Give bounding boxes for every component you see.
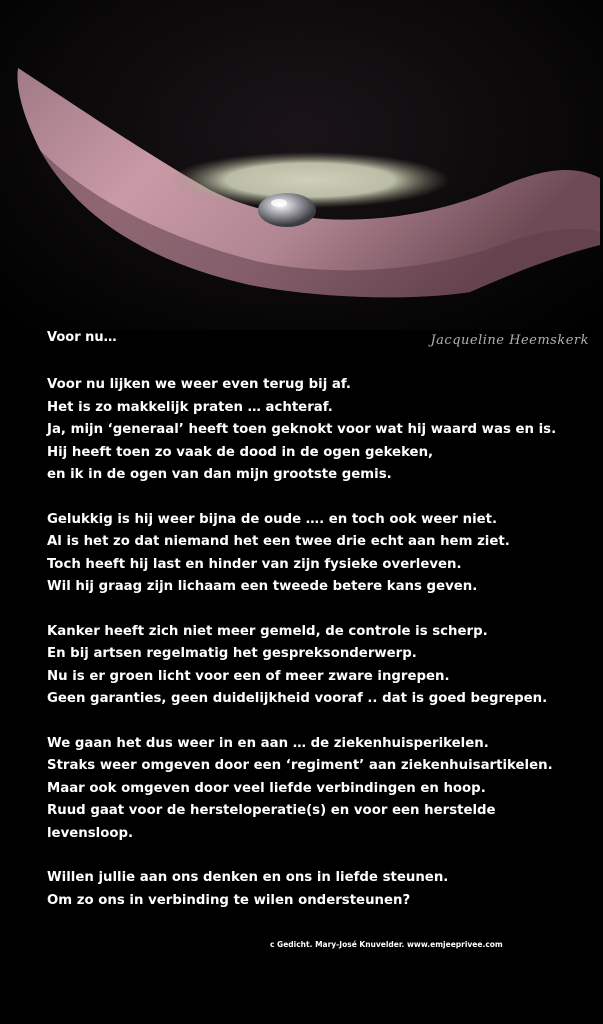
photographer-signature: Jacqueline Heemskerk bbox=[430, 333, 589, 348]
poem-line: Kanker heeft zich niet meer gemeld, de controle is scherp. bbox=[47, 623, 488, 639]
rose-petal-photo bbox=[0, 0, 603, 330]
poem-line: Maar ook omgeven door veel liefde verbindingen en hoop. bbox=[47, 780, 486, 796]
poem-line: Al is het zo dat niemand het een twee drie echt aan hem ziet. bbox=[47, 534, 510, 549]
poem-line: En bij artsen regelmatig het gespreksonderwerp. bbox=[47, 646, 417, 661]
poem-line: Ja, mijn ‘generaal’ heeft toen geknokt voor wat hij waard was en is. bbox=[47, 422, 557, 437]
poem-line: Om zo ons in verbinding te wilen ondersteunen? bbox=[47, 892, 411, 908]
poem-line: Ruud gaat voor de hersteloperatie(s) en voor een herstelde bbox=[47, 803, 496, 818]
stanza-2 bbox=[47, 509, 592, 599]
poem-line: Wil hij graag zijn lichaam een tweede betere kans geven. bbox=[47, 579, 478, 594]
poem-line: en ik in de ogen van dan mijn grootste gemis. bbox=[47, 467, 392, 482]
poem-line: Willen jullie aan ons denken en ons in liefde steunen. bbox=[47, 870, 449, 885]
poem-line: levensloop. bbox=[47, 825, 134, 841]
copyright-credit: c Gedicht. Mary-José Knuvelder. www.emjeeprivee.com bbox=[270, 940, 503, 949]
stanza-1 bbox=[47, 374, 592, 487]
poem-line: Hij heeft toen zo vaak de dood in de ogen gekeken, bbox=[47, 444, 434, 460]
poem-body bbox=[47, 374, 592, 934]
poem-line: Straks weer omgeven door een ‘regiment’ aan ziekenhuisartikelen. bbox=[47, 758, 553, 773]
stanza-4 bbox=[47, 733, 592, 846]
poem-line: Toch heeft hij last en hinder van zijn fysieke overleven. bbox=[47, 556, 462, 572]
stanza-5 bbox=[47, 867, 592, 912]
poem-line: Nu is er groen licht voor een of meer zware ingrepen. bbox=[47, 668, 450, 684]
rose-petal-illustration bbox=[0, 0, 603, 330]
poem-title: Voor nu… bbox=[47, 330, 117, 345]
poem-line: Geen garanties, geen duidelijkheid vooraf .. dat is goed begrepen. bbox=[47, 691, 548, 706]
poem-line: Het is zo makkelijk praten … achteraf. bbox=[47, 399, 333, 415]
poem-line: Voor nu lijken we weer even terug bij af. bbox=[47, 377, 351, 392]
stanza-3 bbox=[47, 621, 592, 711]
poem-line: Gelukkig is hij weer bijna de oude …. en toch ook weer niet. bbox=[47, 511, 498, 527]
poem-line: We gaan het dus weer in en aan … de ziekenhuisperikelen. bbox=[47, 735, 489, 751]
